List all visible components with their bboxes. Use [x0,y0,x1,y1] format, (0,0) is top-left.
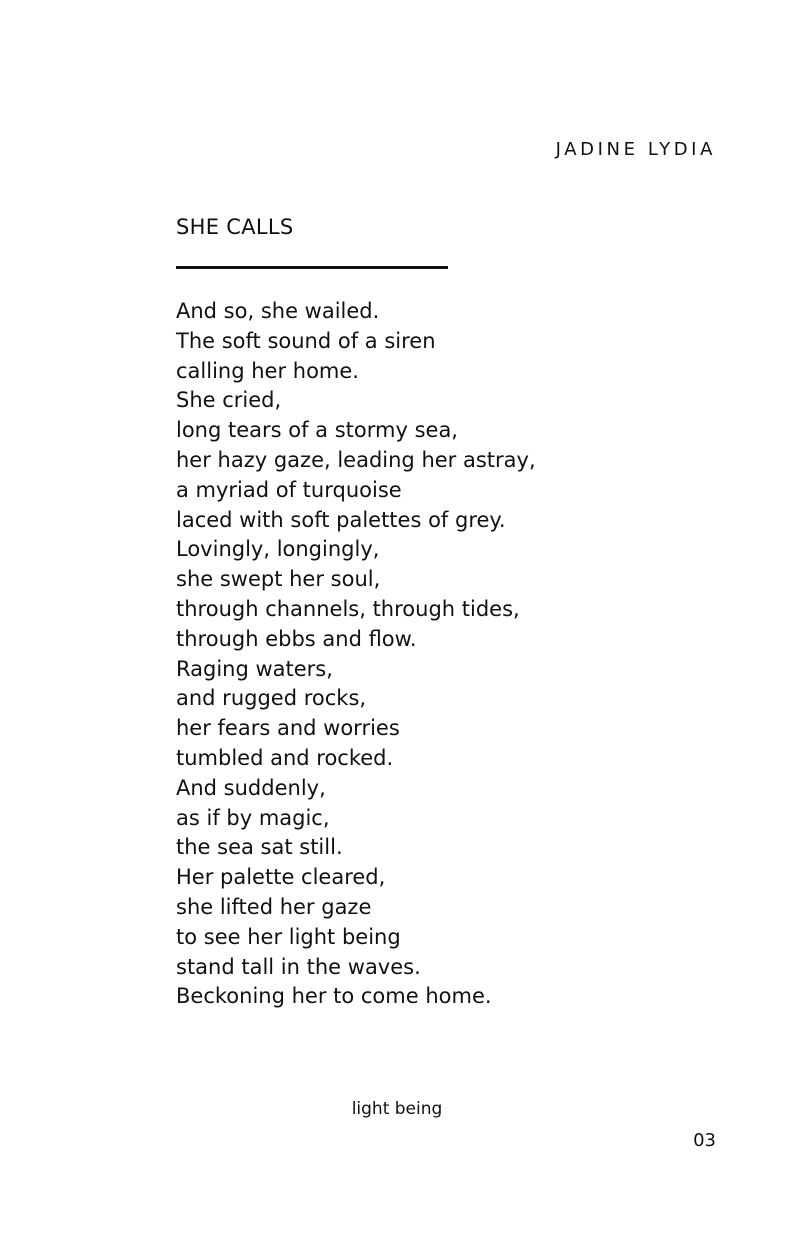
poem-line: And so, she wailed. [176,299,380,323]
poem-line: stand tall in the waves. [176,954,421,979]
poem-line: laced with soft palettes of grey. [176,507,506,532]
poem-line: Her palette cleared, [176,865,386,890]
poem-line: to see her light being [176,924,401,949]
title-divider [176,266,448,269]
poem-title: SHE CALLS [176,215,294,239]
poem-body [176,297,536,1012]
poem-line: and rugged rocks, [176,686,367,711]
poem-line: the sea sat still. [176,835,343,860]
poem-line: Lovingly, longingly, [176,537,380,562]
poem-line: And suddenly, [176,775,326,800]
poem-line: her fears and worries [176,716,400,741]
poem-line: her hazy gaze, leading her astray, [176,447,536,472]
poem-line: she swept her soul, [176,567,381,592]
poem-line: Raging waters, [176,656,333,681]
poem-line: Beckoning her to come home. [176,984,492,1009]
poem-line: through channels, through tides, [176,596,520,621]
poem-line: a myriad of turquoise [176,477,402,502]
poem-line: She cried, [176,388,282,413]
footer-book-title: light being [351,1099,443,1119]
poem-line: through ebbs and flow. [176,626,417,651]
poem-line: The soft sound of a siren [176,328,436,353]
poem-line: tumbled and rocked. [176,745,394,770]
poem-line: long tears of a stormy sea, [176,418,458,443]
poem-line: calling her home. [176,358,359,383]
poem-line: she lifted her gaze [176,894,372,919]
poem-line: as if by magic, [176,805,330,830]
page-number: 03 [693,1130,716,1151]
author-name: JADINE LYDIA [555,139,716,160]
